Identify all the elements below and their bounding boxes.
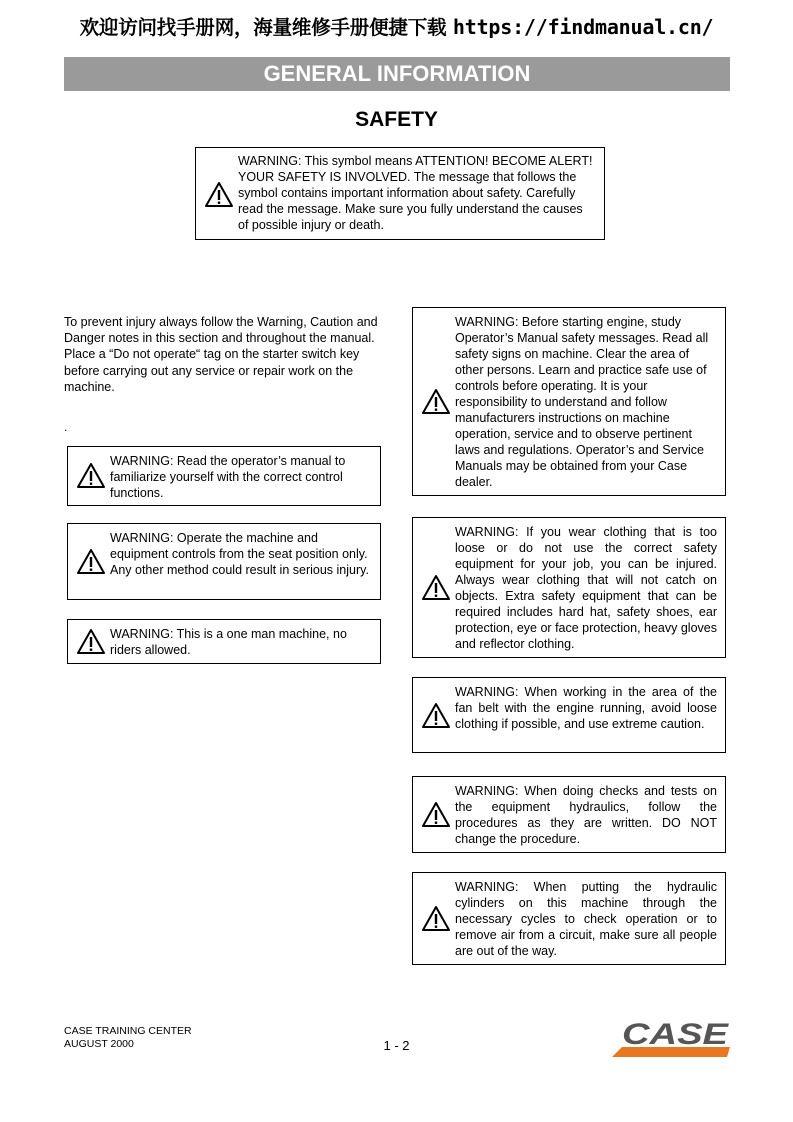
warning-box-left-2 [67,523,381,600]
footer-line: AUGUST 2000 [64,1038,134,1050]
warning-triangle-icon [421,801,451,828]
page-number: 1 - 2 [383,1038,410,1053]
warning-box-left-1 [67,446,381,506]
footer-line: CASE TRAINING CENTER [64,1025,192,1037]
warning-text: WARNING: This is a one man machine, no riders allowed. [110,627,347,657]
warning-box-right-3 [412,677,726,753]
logo-text: CASE [622,1018,730,1051]
warning-triangle-icon [421,574,451,601]
warning-triangle-icon [421,702,451,729]
stray-dot: . [64,420,68,434]
case-logo [612,1018,730,1058]
warning-triangle-icon [76,628,106,655]
warning-triangle-icon [76,548,106,575]
warning-triangle-icon [421,388,451,415]
warning-text: WARNING: When doing checks and tests on the equipment hydraulics, follow the procedures as they are written. DO NOT change the procedure. [455,784,717,846]
warning-text: WARNING: When putting the hydraulic cylinders on this machine through the necessary cycles to check operation or to remove air from a circuit, make sure all people are out of the way. [455,880,717,958]
warning-text: WARNING: Before starting engine, study Operator’s Manual safety messages. Read all safety signs on machine. Clear the area of other persons. Learn and practice safe use of controls before operating. It is your responsibility to understand and follow manufacturers instructions on machine operation, service and to observe pertinent laws and regulations. Operator’s and Service Manuals may be obtained from your Case dealer. [455,315,709,489]
warning-box-left-3 [67,619,381,664]
warning-triangle-icon [204,181,234,208]
warning-triangle-icon [76,462,106,489]
warning-box-right-2 [412,517,726,658]
warning-text: WARNING: When working in the area of the fan belt with the engine running, avoid loose clothing if possible, and use extreme caution. [455,685,717,731]
banner-url[interactable]: https://findmanual.cn/ [452,15,714,39]
intro-text [64,314,384,395]
banner-text: 欢迎访问找手册网，海量维修手册便捷下载 [79,16,447,39]
site-banner [0,12,793,40]
warning-box-right-4 [412,776,726,853]
section-title: SAFETY [355,108,438,131]
warning-box-right-1 [412,307,726,496]
warning-text: WARNING: This symbol means ATTENTION! BECOME ALERT! YOUR SAFETY IS INVOLVED. The message that follows the symbol contains important information about safety. Carefully read the message. Make sure you fully understand the causes of possible injury or death. [238,154,593,232]
intro-paragraph: Place a “Do not operate“ tag on the starter switch key before carrying out any service or repair work on the machine. [64,347,360,394]
warning-box-right-5 [412,872,726,965]
warning-text: WARNING: Read the operator’s manual to familiarize yourself with the correct control functions. [110,454,346,500]
warning-text: WARNING: Operate the machine and equipment controls from the seat position only. Any other method could result in serious injury. [110,531,369,577]
page-header: GENERAL INFORMATION [64,57,730,91]
warning-text: WARNING: If you wear clothing that is too loose or do not use the correct safety equipment for your job, you can be injured. Always wear clothing that will not catch on objects. Extra safety equipment that can be required includes hard hat, safety shoes, ear protection, eye or face protection, heavy gloves and reflector clothing. [455,525,717,651]
warning-box-top [195,147,605,240]
intro-paragraph: To prevent injury always follow the Warning, Caution and Danger notes in this section and throughout the manual. [64,315,378,346]
warning-triangle-icon [421,905,451,932]
